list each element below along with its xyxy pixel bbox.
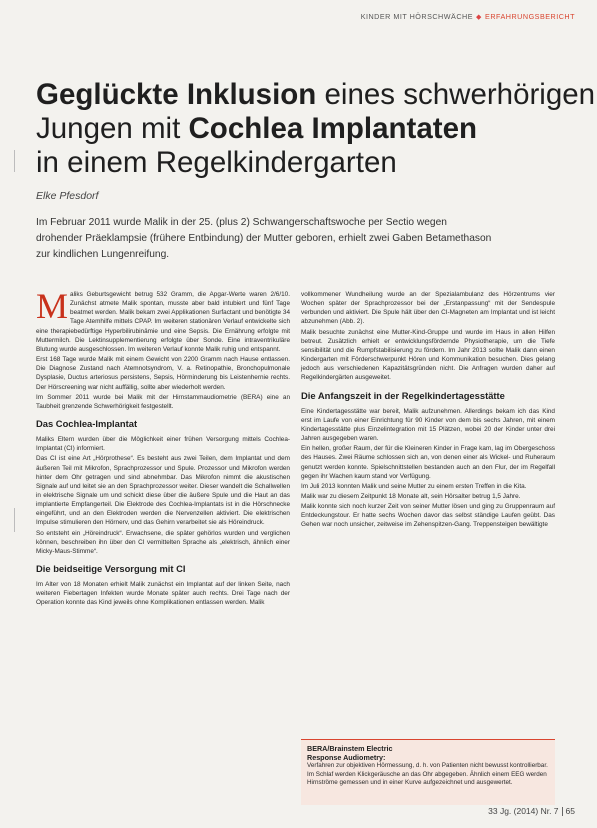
left-column <box>36 286 290 609</box>
body-paragraph: vollkommener Wundheilung wurde an der Spezialambulanz des Hörzentrums vier Wochen später der Sprachprozessor bei der „Erstanpassung“ mit der Sendespule verbunden und aktiviert. Die Spule hält über den CI-Magneten am Implantat und ist leicht abzunehmen (Abb. 2). <box>301 291 555 326</box>
body-paragraph: Malik war zu diesem Zeitpunkt 18 Monate alt, sein Hörsalter betrug 1,5 Jahre. <box>301 492 521 500</box>
lead-line: drohender Präeklampsie (frühere Entbindung) der Mutter geboren, erhielt zwei Gaben Betamethason <box>36 232 492 244</box>
page-footer <box>488 806 575 816</box>
lead-line: Im Februar 2011 wurde Malik in der 25. (plus 2) Schwangerschaftswoche per Sectio wegen <box>36 217 447 228</box>
section-heading-kita: Die Anfangszeit in der Regelkindertagesstätte <box>301 389 505 401</box>
body-paragraph: Maliks Eltern wurden über die Möglichkeit einer frühen Versorgung mittels Cochlea-Implantat (CI) informiert. <box>36 436 290 453</box>
body-paragraph: So entsteht ein „Höreindruck“. Erwachsene, die später gehörlos wurden und verglichen können, beschreiben ihn über den CI vermittelten Sprache als „elektrisch, ähnlich einer Micky-Maus-Stimme“. <box>36 529 290 555</box>
bera-info-box <box>301 739 555 805</box>
running-header <box>361 12 575 21</box>
header-section: KINDER MIT HÖRSCHWÄCHE <box>360 12 473 21</box>
page-number: 65 <box>565 806 575 816</box>
right-column <box>301 290 555 531</box>
body-paragraph: Im Alter von 18 Monaten erhielt Malik zunächst ein Implantat auf der linken Seite, nach weiteren Fiebertagen Infekten wurde Monate später auch rechts. Drei Tage nach der Operation konnte das Kind jeweils ohne Komplikationen entlassen werden. Malik <box>36 581 290 607</box>
author-name: Elke Pfesdorf <box>36 190 99 202</box>
body-paragraph: Erst 168 Tage wurde Malik mit einem Gewicht von 2200 Gramm nach Hause entlassen. Die Diagnose Zustand nach Atemnotsyndrom, V. a. Retinopathie, Bronchopulmonale Dysplasie, Ductus arteriosus persistens, Sepsis, Hörminderung bis Leistenhernie rechts. Der Hörscreening war nicht auffällig, sollte aber wiederholt werden. <box>36 356 290 391</box>
lead-line: zur kindlichen Lungenreifung. <box>36 248 170 260</box>
section-heading-bilateral: Die beidseitige Versorgung mit CI <box>36 563 186 575</box>
body-paragraph: Ein hellen, großer Raum, der für die Kleineren Kinder in Frage kam, lag im Obergeschoss des Hauses. Zwei Räume schlossen sich an, von denen einer als Wickel- und Ruheraum genutzt werden konnte. Spielschnittstellen bestanden auch an den Flur, der im Regelfall gegen ihr Wachen kaum stand vor Verfügung. <box>301 445 555 480</box>
body-paragraph: Im Juli 2013 konnten Malik und seine Mutter zu einem ersten Treffen in die Kita. <box>301 482 527 490</box>
intro-paragraph: Maliks Geburtsgewicht betrug 532 Gramm, die Apgar-Werte waren 2/6/10. Zunächst atmete Malik spontan, musste aber bald intubiert und fünf Tage beatmet werden. Malik bekam zwei Applikationen Surfactant und benötigte 34 Tage Atemhilfe mittels CPAP. Im weiteren stationären Verlauf entwickelte sich eine therapiebedürftige Hyperbilirubinämie und eine Sepsis. Die Ernährung erfolgte mit Muttermilch. Die Lektinsupplementierung erfolgte über Sonde. Eine intraventrikuläre Blutung wurde ausgeschlossen. Im weiteren Verlauf konnte Malik ruhig und entspannt. <box>36 286 290 353</box>
footer-divider <box>562 807 563 816</box>
body-paragraph: Malik besuchte zunächst eine Mutter-Kind-Gruppe und wurde im Haus in allen Hilfen betreut. Zusätzlich erhielt er entwicklungsfördernde Physiotherapie, um die Tiefe sensibilität und die Rumpfstabilisierung zu fördern. Im Jahr 2013 sollte Malik dann einen Kindergarten mit Förderschwerpunkt Hören und Kommunikation besuchen. Dies gelang jedoch aus verschiedenen Kapazitätsgründen nicht. Die Anfragen wurden daher auf Regelkindergärten ausgeweitet. <box>301 328 555 382</box>
lead-paragraph <box>36 215 556 262</box>
article-title <box>36 78 596 180</box>
journal-issue: 33 Jg. (2014) Nr. 7 <box>488 806 559 816</box>
header-separator-icon: ◆ <box>476 12 483 21</box>
header-category: ERFAHRUNGSBERICHT <box>485 12 575 21</box>
margin-mark-bottom <box>14 508 15 532</box>
section-heading-cochlea: Das Cochlea-Implantat <box>36 418 138 430</box>
margin-mark-top <box>14 150 15 172</box>
body-paragraph: Im Sommer 2011 wurde bei Malik mit der Hirnstammaudiometrie (BERA) eine an Taubheit grenzende Schwerhörigkeit festgestellt. <box>36 393 290 410</box>
title-line-3: in einem Regelkindergarten <box>36 146 397 179</box>
title-line-2: Jungen mit Cochlea Implantaten <box>36 112 478 145</box>
body-paragraph: Malik konnte sich noch kurzer Zeit von seiner Mutter lösen und ging zu Gruppenraum auf Entdeckungstour. Er hatte sechs Wochen davor das selbst ständige Laufen geübt. Das Gehen war noch unsicher, zeitweise im Zehenspitzen-Gang. Treppensteigen bewältigte <box>301 503 555 529</box>
title-line-1: Geglückte Inklusion eines schwerhörigen <box>36 78 596 111</box>
drop-cap: M <box>36 286 69 326</box>
body-paragraph: Eine Kindertagesstätte war bereit, Malik aufzunehmen. Allerdings bekam ich das Kind erst im Laufe von einer Einrichtung für 90 Kinder von dem bis sechs Jahren, mit einem Kindertagesstätte plus Einzelintegration mit 15 Plätzen, wobei 20 der Kinder unter drei Jahren ausgegeben waren. <box>301 407 555 443</box>
info-box-text: Verfahren zur objektiven Hörmessung, d. h. von Patienten nicht bewusst kontrollierbar. Im Schlaf werden Klickgeräusche an das Ohr abgegeben. Ähnlich einem EEG werden Hirnströme gemessen und in einer Kurve aufgezeichnet und ausgewertet. <box>307 762 548 787</box>
info-box-title: BERA/Brainstem Electric Response Audiometry: <box>307 744 393 762</box>
body-paragraph: Das CI ist eine Art „Hörprothese“. Es besteht aus zwei Teilen, dem Implantat und dem äußeren Teil mit Mikrofon, Sprachprozessor und Spule. Prozessor und Mikrofon werden hinter dem Ohr getragen und sind abnehmbar. Das Mikrofon nimmt die akustischen Signale auf und leitet sie an den Sprachprozessor weiter. Dieser wandelt die Schallwellen in elektrische Signale um und schickt diese über die äußere Spule und die Haut an das implantierte Empfangerteil. Die Elektrode des Cochlea-Implantats ist in die Hörschnecke eingeführt, und an den Elektroden werden die Nervenzellen aktiviert. Die elektrischen Impulse stimulieren den Hörnerv, und das Gehirn verarbeitet sie als Höreindruck. <box>36 455 290 527</box>
